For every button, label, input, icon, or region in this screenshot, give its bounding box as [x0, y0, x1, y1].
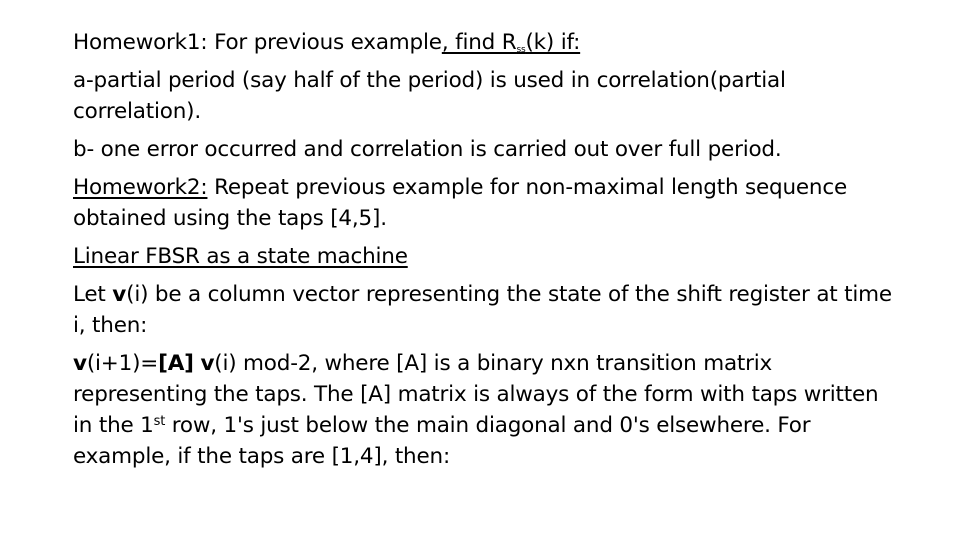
- eq-text-1: (i+1)=: [86, 351, 159, 376]
- homework1-underlined-text: [442, 30, 580, 55]
- homework2-text: Repeat previous example for non-maximal length sequence obtained using the taps [4,5].: [73, 175, 848, 231]
- section-heading-text: Linear FBSR as a state machine: [73, 244, 408, 269]
- homework2-paragraph: [73, 172, 903, 234]
- vector-v-bold-1: v: [73, 351, 87, 376]
- homework1-subscript: ss: [516, 45, 526, 55]
- eq-text-4: row, 1's just below the main diagonal and 0's elsewhere. For example, if the taps are [1,4], then:: [73, 413, 811, 469]
- matrix-a-bold: [A]: [158, 351, 194, 376]
- let-text-1: Let: [73, 282, 113, 307]
- item-a-paragraph: a-partial period (say half of the period) is used in correlation(partial correlation).: [73, 68, 786, 124]
- homework1-find-r: , find R: [441, 30, 517, 55]
- let-paragraph: [73, 279, 903, 341]
- let-text-2: (i) be a column vector representing the state of the shift register at time i, then:: [73, 282, 892, 338]
- ordinal-superscript: st: [153, 414, 166, 429]
- homework1-suffix: (k) if:: [525, 30, 581, 55]
- homework1-paragraph: [73, 27, 903, 58]
- section-heading: [73, 241, 903, 272]
- equation-paragraph: [73, 348, 903, 472]
- homework1-prefix: Homework1: For previous example: [73, 30, 442, 55]
- vector-v-bold: v: [112, 282, 127, 307]
- homework2-label: Homework2:: [73, 175, 208, 200]
- slide-body: [73, 27, 903, 472]
- vector-v-bold-2: v: [200, 351, 215, 376]
- eq-text-3: (i) mod-2, where [A] is a binary nxn transition matrix representing the taps. The [A] matrix is always of the form with taps written in the 1: [73, 351, 879, 438]
- item-b-paragraph: b- one error occurred and correlation is carried out over full period.: [73, 137, 782, 162]
